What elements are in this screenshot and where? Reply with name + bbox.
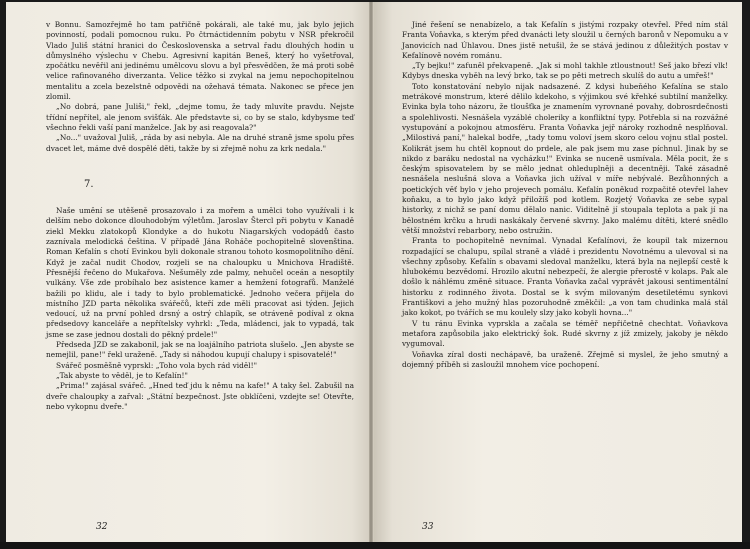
paragraph: v Bonnu. Samozřejmě ho tam patřičně pokárali, ale také mu, jak bylo jejich povinností, podali pomocnou ruku. Po čtrnáctidenním pobytu v NSR překročil Vlado Juliš státní hranici do Československa a setrval řadu dlouhých hodin u důmyslného výslechu v Chebu. Agresivní kapitán Beneš, který ho vyšetřoval, zpočátku nevěřil ani jedinému umělcovu slovu a byl přesvědčen, že má proti sobě velice rafinovaného diverzanta. Velice těžko si zvykal na jemu nepochopitelnou mentalitu a zcela bezelstně odpovědi na ožehavá témata. Nakonec se přece jen zlomil. [46,20,354,102]
paragraph: Voňavka zíral dosti nechápavě, ba uraženě. Zřejmě si myslel, že jeho smutný a dojemný příběh si zasloužil mnohem více pochopení. [402,349,728,369]
scan-bottom-edge [0,542,750,549]
paragraph: V tu ránu Evinka vyprskla a začala se téměř nepřičetně chechtat. Voňavkova metafora zapůsobila jako elektrický šok. Rudé skvrny z jíž zmizely, jakoby je někdo vygumoval. [402,318,728,349]
chapter-heading: 7. [84,178,94,190]
paragraph: Jiné řešení se nenabízelo, a tak Kefalín s jistými rozpaky otevřel. Před ním stál Franta Voňavka, s kterým před dvanácti lety sloužil u černých baronů v Nepomuku a v Janovicích nad Úhlavou. Dnes jistě netušil, že se stává jedinou z důležitých postav v Kefalínově novém románu. [402,20,728,60]
right-page-text [402,20,728,370]
page-number-left: 32 [96,521,108,532]
page-number-right: 33 [422,521,434,532]
left-page-text [46,20,354,412]
paragraph: „Prima!" zajásal svářeč. „Hned teď jdu k němu na kafe!" A taky šel. Zabušil na dveře chaloupky a zařval: „Státní bezpečnost. Jste obklíčeni, vzdejte se! Otevřte, nebo vykopnu dveře." [46,381,354,411]
paragraph: Toto konstatování nebylo nijak nadsazené. Z kdysi hubeňého Kefalína se stalo metrákové monstrum, které dělilo kdekoho, s výjimkou své křehké subtilní manželky. Evinka byla toho názoru, že tloušťka je znamením vyrovnané povahy, dobrosrdečnosti a spolehlivosti. Nesnášela vyzáblé choleriky a konfliktní typy. Potřebla si na rozvážné vystupování a pokojnou atmosféru. Franta Voňavka jejř nároky rozhodně nesplňoval. „Milostivá paní," halekal bodře, „tady tomu voloví jsem skoro celou vojnu stlal postel. Kolikrát jsem hu chtěl kopnout do prdele, ale pak jsem mu zase píchnul. Jinak by se nikdo z baráku nedostal na vycházku!" Evinka se nuceně usmívala. Měla pocit, že s českým spisovatelem by se mělo jednat ohleduplněji a decentněji. Také zásadně nesnášela neslušná slova a Voňavka jich užíval v míře nebývalé. Bezůhonných a poetických věť bylo v jeho projevech pomálu. Kefalín poněkud rozpačitě otevřel lahev koňaku, a to bylo jako když přiložíš pod kotlem. Rozjetý Voňavka ze sebe sypal historky, z nichž se paní domu dělalo nanic. Viditelně jí stoupala teplota a pak jí na bělostném krčku a hrudi naskákaly červené skvrny. Jako malému dítěti, které snědlo větší množství rebarbory, nebo ostružin. [402,81,728,235]
paragraph: „Ty bejku!" zafuněl překvapeně. „Jak si mohl takhle ztloustnout! Seš jako březí vlk! Kdybys dneska vyběh na levý brko, tak se po pěti metrech skulíš do autu a umřeš!" [402,61,728,81]
left-page [6,2,374,542]
paragraph: Franta to pochopitelně nevnímal. Vynadal Kefalínovi, že koupil tak mizernou rozpadající se chalupu, spílal straně a vládě i prezidentu Novotnému a ulevoval si na všechny způsoby. Kefalín s obavami sledoval manželku, která byla na nejlepší cestě k hlubokému bezvědomí. Hrozilo akutní nebezpečí, že alergie přerostě v kolaps. Pak ale došlo k náhlému změně situace. Franta Voňavka začal vyprávět jakousi sentimentální historku z rodinného života. Dostal se k svým milovaným desetiletému synkovi Františkovi a jeho mužný hlas pozoruhodně změkčil: „a von tam chudinka malá stál jako kokot, po tvářích se mu koulely slzy jako kobyli hovna..." [402,236,728,318]
book-spread [6,2,742,542]
paragraph: „No..." uvažoval Juliš, „ráda by asi nebyla. Ale na druhé straně jsme spolu přes dvacet let, máme dvě dospělé děti, takže by si zřejmě nohu za krk nedala." [46,133,354,153]
paragraph: „Tak abyste to věděl, je to Kefalín!" [56,370,188,380]
book-spine [369,2,373,542]
paragraph: Předseda JZD se zakabonil, jak se na loajálního patriota slušelo. „Jen abyste se nemejlil, pane!" řekl uraženě. „Tady si náhodou kupují chalupy i spisovatelé!" [46,340,354,360]
paragraph: „No dobrá, pane Juliši," řekl, „dejme tomu, že tady mluvíte pravdu. Nejste třídní nepřítel, ale jenom svišťák. Ale představte si, co by se stalo, kdybysme teď všechno řekli vaší paní manželce. Jak by asi reagovala?" [46,102,354,132]
paragraph: Naše umění se utěšeně prosazovalo i za mořem a umělci toho využívali i k delším nebo dokonce dlouhodobým výletům. Jaroslav Štercl při pobytu v Kanadě ziekl Mekku zlatokopů Klondyke a do hukotu Niagarských vodopádů často zaznívala melodická čeština. V případě Jána Roháče pochopitelně slovenština. Roman Kefalín s chotí Evinkou byli dokonale stranou tohoto kosmopolitního dění. Když je začal nudit Chodov, rozjeli se na chaloupku u Mnichova Hradiště. Přesnější řečeno do Mukařova. Nešuměly zde palmy, nehučel oceán a nesoptily vulkány. Vše zde probíhalo bez asistence kamer a hemžení fotografů. Manželé bažili po klidu, ale i tady to bylo problematické. Jednoho večera přijela do místního JZD parta několika svářečů, kteří zde měli pracovat asi týden. Jejich vedoucí, už na první pohled drsný a ostrý chlapík, se otráveně podíval z okna předsedovy kanceláře a nepřítelsky vyhrkl: „Teda, mládenci, jak to vypadá, tak jsme se zase jednou dostali do pěkný prdele!" [46,206,354,339]
right-page [374,2,742,542]
paragraph: Svářeč posměšně vyprskl: „Toho vola bych rád viděl!" [56,360,257,370]
